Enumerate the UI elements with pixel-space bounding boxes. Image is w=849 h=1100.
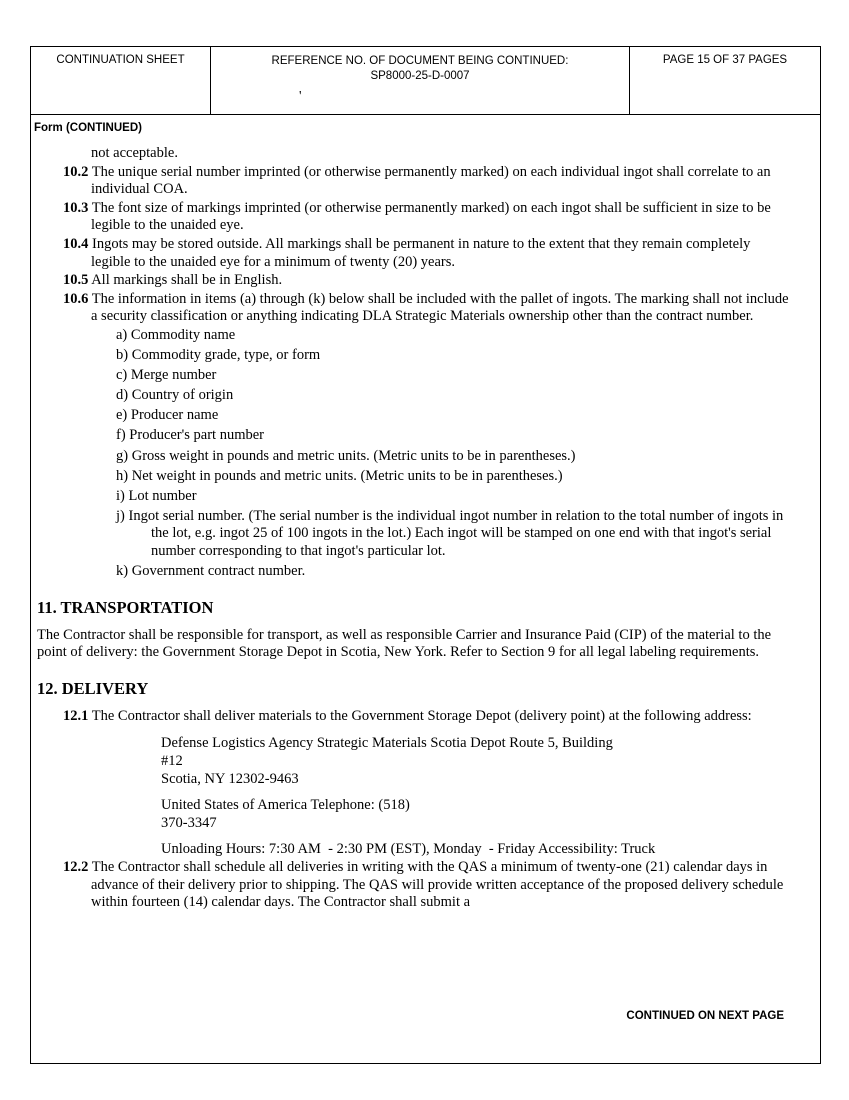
- section-11-paragraph: The Contractor shall be responsible for transport, as well as responsible Carrier and Insurance Paid (CIP) of the material to the point of delivery: the Government Storage Depot in Scotia, New York. Refer to Section 9 for all legal labeling requirements.: [37, 626, 772, 661]
- sub-item-g: [37, 448, 791, 466]
- sub-item-text: Commodity name: [130, 326, 236, 343]
- list-item-10-5: [37, 272, 791, 290]
- item-number: 10.4: [63, 235, 89, 252]
- sub-item-i: [37, 488, 791, 506]
- list-item-10-2: [37, 164, 791, 199]
- item-text: Ingots may be stored outside. All markings shall be permanent in nature to the extent that they remain completely legible to the unaided eye for a minimum of twenty (20) years.: [91, 235, 751, 270]
- sub-item-marker: f): [116, 427, 126, 444]
- list-item-12-1: [37, 708, 791, 726]
- sub-item-text: Net weight in pounds and metric units. (Metric units to be in parentheses.): [131, 467, 563, 484]
- sub-item-text: Commodity grade, type, or form: [131, 347, 321, 364]
- document-body: [31, 134, 820, 912]
- sub-item-text: Producer name: [130, 407, 219, 424]
- sub-item-text: Government contract number.: [131, 563, 306, 580]
- spacer: [37, 832, 791, 841]
- sub-item-marker: e): [116, 407, 128, 424]
- phone-line: 370-3347: [161, 814, 217, 831]
- phone-line: United States of America Telephone: (518): [161, 797, 410, 814]
- sub-item-f: [37, 427, 791, 445]
- sub-item-marker: d): [116, 387, 129, 404]
- sub-item-marker: k): [116, 563, 129, 580]
- address-line: Scotia, NY 12302-9463: [161, 770, 299, 787]
- item-number: 10.2: [63, 163, 89, 180]
- sub-item-c: [37, 367, 791, 385]
- sub-item-a: [37, 327, 791, 345]
- address-line: Defense Logistics Agency Strategic Materials Scotia Depot Route 5, Building: [161, 735, 613, 752]
- sub-item-marker: a): [116, 326, 128, 343]
- item-text: The unique serial number imprinted (or otherwise permanently marked) on each individual ingot shall correlate to an individual COA.: [91, 163, 771, 198]
- carryover-text: not acceptable.: [91, 145, 178, 161]
- sub-item-d: [37, 387, 791, 405]
- item-number: 10.3: [63, 199, 89, 216]
- document-page: [30, 46, 821, 1064]
- list-item-10-4: [37, 236, 791, 271]
- item-text: The Contractor shall schedule all deliveries in writing with the QAS a minimum of twenty-one (21) calendar days in advance of their delivery prior to shipping. The QAS will provide written acceptance of the proposed delivery schedule within fourteen (14) calendar days. The Contractor shall submit a: [91, 859, 784, 911]
- delivery-address-block: [37, 735, 791, 859]
- item-number: 10.5: [63, 272, 89, 289]
- header-reference-label: REFERENCE NO. OF DOCUMENT BEING CONTINUED:: [271, 55, 569, 67]
- item-number: 12.2: [63, 859, 89, 875]
- address-line: #12: [161, 753, 183, 770]
- form-continued-label: Form (CONTINUED): [34, 122, 142, 134]
- continuation-sheet-header: [31, 47, 820, 115]
- item-number: 12.1: [63, 707, 89, 724]
- sub-item-k: [37, 563, 791, 581]
- item-number: 10.6: [63, 290, 89, 307]
- sub-item-text: Gross weight in pounds and metric units. (Metric units to be in parentheses.): [131, 447, 576, 464]
- item-text: The Contractor shall deliver materials to the Government Storage Depot (delivery point) at the following address:: [91, 707, 752, 724]
- section-11-heading: 11. TRANSPORTATION: [37, 597, 214, 617]
- header-reference-number: SP8000-25-D-0007: [370, 70, 470, 82]
- header-reference-cell: [211, 47, 630, 114]
- sub-item-text: Lot number: [128, 487, 197, 504]
- list-item-10-6: [37, 291, 791, 326]
- continued-next-page-label: CONTINUED ON NEXT PAGE: [626, 1010, 784, 1022]
- sub-item-text: Country of origin: [131, 387, 234, 404]
- header-form-type: CONTINUATION SHEET: [31, 47, 211, 114]
- sub-item-text: Ingot serial number. (The serial number is the individual ingot number in relation to the total number of ingots in the lot, e.g. ingot 25 of 100 ingots in the lot.) Each ingot will be stamped on one end with that ingot's serial number corresponding to that ingot's particular lot.: [128, 507, 784, 559]
- sub-item-marker: i): [116, 487, 125, 504]
- sub-item-marker: j): [116, 507, 125, 524]
- sub-item-j: [37, 508, 791, 561]
- sub-item-text: Producer's part number: [129, 427, 264, 444]
- sub-item-marker: g): [116, 447, 129, 464]
- unloading-hours-line: Unloading Hours: 7:30 AM - 2:30 PM (EST), Monday - Friday Accessibility: Truck: [161, 841, 656, 858]
- spacer: [37, 788, 791, 797]
- sub-item-e: [37, 407, 791, 425]
- sub-item-marker: b): [116, 347, 129, 364]
- item-text: All markings shall be in English.: [91, 272, 283, 289]
- item-text: The information in items (a) through (k) below shall be included with the pallet of ingots. The marking shall not include a security classification or anything indicating DLA Strategic Materials ownership other than the contract number.: [91, 290, 789, 325]
- sub-item-text: Merge number: [130, 367, 217, 384]
- header-page-info: PAGE 15 OF 37 PAGES: [662, 54, 788, 66]
- item-text: The font size of markings imprinted (or otherwise permanently marked) on each ingot shall be sufficient in size to be legible to the unaided eye.: [91, 199, 771, 234]
- sub-item-marker: c): [116, 367, 128, 384]
- sub-item-marker: h): [116, 467, 129, 484]
- sub-item-h: [37, 468, 791, 486]
- section-12-heading: 12. DELIVERY: [37, 678, 149, 698]
- list-item-12-2: [37, 859, 791, 912]
- list-item-10-3: [37, 200, 791, 235]
- sub-item-b: [37, 347, 791, 365]
- stray-mark: ': [299, 89, 302, 104]
